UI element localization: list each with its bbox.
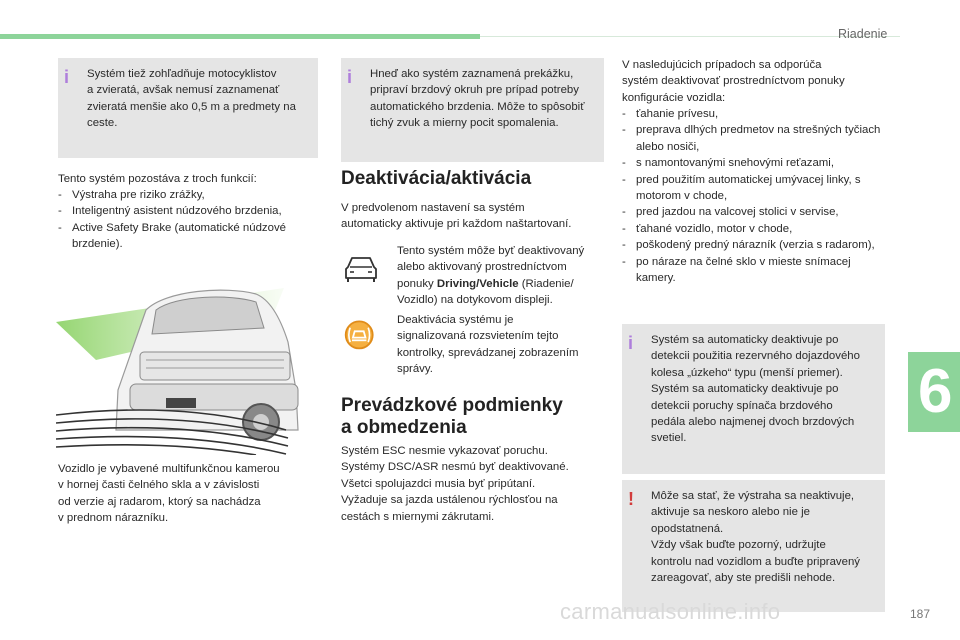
info-box-text: Systém tiež zohľadňuje motocyklistov a zvieratá, avšak nemusí zaznamenať zvieratá menšie ako 0,5 m a predmety na ceste. xyxy=(87,68,296,130)
header-accent-bar xyxy=(0,34,480,39)
list-item: - Výstraha pre riziko zrážky, xyxy=(58,187,308,203)
info-box-braking xyxy=(341,58,604,162)
functions-intro: Tento systém pozostáva z troch funkcií: xyxy=(58,173,257,185)
list-item: - po náraze na čelné sklo v mieste snímacej kamery. xyxy=(622,254,884,287)
menu-text-after: (Riadenie/ Vozidlo) na dotykovom displeji. xyxy=(397,277,574,307)
warning-lamp-row xyxy=(341,312,605,378)
page-number: 187 xyxy=(910,607,931,621)
list-item: - ťahanie prívesu, xyxy=(622,106,884,122)
heading-conditions-line1: Prevádzkové podmienky xyxy=(341,395,563,416)
collision-warning-lamp-icon xyxy=(343,316,379,352)
menu-deactivation-text xyxy=(397,243,607,309)
deactivation-cases-intro: V nasledujúcich prípadoch sa odporúča systém deaktivovať prostredníctvom ponuky konfigurácie vozidla: xyxy=(622,59,845,104)
list-item: - ťahané vozidlo, motor v chode, xyxy=(622,221,884,237)
info-icon: i xyxy=(628,333,634,353)
heading-conditions xyxy=(341,395,605,439)
list-item: - Inteligentný asistent núdzového brzdenia, xyxy=(58,203,308,219)
menu-deactivation-row xyxy=(341,243,605,309)
warning-icon: ! xyxy=(628,489,634,509)
warning-lamp-text: Deaktivácia systému je signalizovaná rozsvietením tejto kontrolky, sprevádzanej zobrazením správy. xyxy=(397,314,579,376)
list-item: - s namontovanými snehovými reťazami, xyxy=(622,155,884,171)
default-activation-text: V predvolenom nastavení sa systém automaticky aktivuje pri každom naštartovaní. xyxy=(341,202,572,231)
header-rule xyxy=(480,36,900,38)
warning-box-text: Môže sa stať, že výstraha sa neaktivuje, aktivuje sa neskoro alebo nie je opodstatnená. Vždy však buďte pozorný, udržujte kontrolu nad vozidlom a buďte pripravený zareagovať, aby ste predišli nehode. xyxy=(651,490,860,585)
conditions-text: Systém ESC nesmie vykazovať poruchu. Systémy DSC/ASR nesmú byť deaktivované. Všetci spolujazdci musia byť pripútaní. Vyžaduje sa jazda ustálenou rýchlosťou na cestách s miernymi zákrutami. xyxy=(341,445,569,523)
section-title: Riadenie xyxy=(838,27,888,41)
camera-text: Vozidlo je vybavené multifunkčnou kamerou v hornej časti čelného skla a v závislosti od verzie aj radarom, ktorý sa nachádza v prednom nárazníku. xyxy=(58,463,280,525)
info-box-auto-deactivation xyxy=(622,324,885,474)
chapter-tab xyxy=(908,352,960,432)
info-box-motorcyclists xyxy=(58,58,318,158)
deactivation-cases-list xyxy=(622,106,884,286)
info-icon: i xyxy=(347,67,353,87)
list-item: - preprava dlhých predmetov na strešných tyčiach alebo nosiči, xyxy=(622,122,884,155)
warning-box-alert xyxy=(622,480,885,612)
info-box-text: Hneď ako systém zaznamená prekážku, pripraví brzdový okruh pre prípad potreby automatického brzdenia. Môže to spôsobiť tichý zvuk a mierny pocit spomalenia. xyxy=(370,68,585,130)
chapter-number: 6 xyxy=(918,357,953,426)
info-icon: i xyxy=(64,67,70,87)
heading-deactivation: Deaktivácia/aktivácia xyxy=(341,168,532,189)
list-item: - Active Safety Brake (automatické núdzové brzdenie). xyxy=(58,220,308,253)
functions-list xyxy=(58,187,308,253)
car-icon xyxy=(341,251,381,285)
heading-conditions-line2: a obmedzenia xyxy=(341,417,467,438)
list-item: - pred použitím automatickej umývacej linky, s motorom v chode, xyxy=(622,172,884,205)
watermark: carmanualsonline.info xyxy=(560,599,781,624)
menu-path: Driving/Vehicle xyxy=(436,277,519,290)
info-box-text: Systém sa automaticky deaktivuje po detekcii použitia rezervného dojazdového kolesa „úzkeho“ typu (menší priemer). Systém sa automaticky deaktivuje po detekcii poruchy spínača brzdového pedála alebo najmenej dvoch brzdových svetiel. xyxy=(651,334,860,445)
menu-text-before: Tento systém môže byť deaktivovaný alebo aktivovaný prostredníctvom ponuky xyxy=(397,245,585,290)
car-radar-illustration xyxy=(56,280,318,455)
list-item: - pred jazdou na valcovej stolici v servise, xyxy=(622,204,884,220)
list-item: - poškodený predný nárazník (verzia s radarom), xyxy=(622,237,884,253)
